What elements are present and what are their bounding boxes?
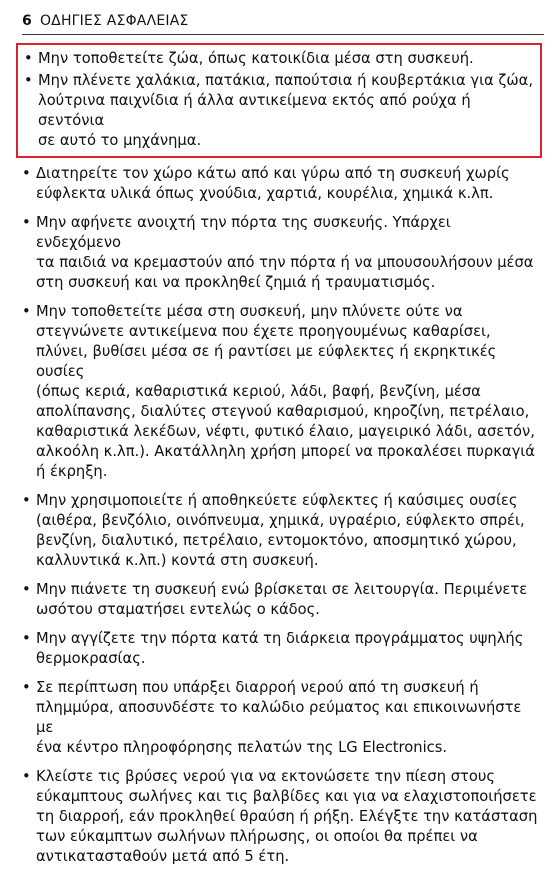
page-title: ΟΔΗΓΙΕΣ ΑΣΦΑΛΕΙΑΣ xyxy=(39,13,189,29)
list-item: • Μην τοποθετείτε μέσα στη συσκευή, μην πλύνετε ούτε να στεγνώνετε αντικείμενα που έχετε προηγουμένως καθαρίσει, πλύνει, βυθίσει μέσα σε ή ραντίσει με εύφλεκτες ή εκρηκτικές ουσίες (όπως κεριά, καθαριστικά κεριού, λάδι, βαφή, βενζίνη, μέσα απολίπανσης, διαλύτες στεγνού καθαρισμού, κηροζίνη, πετρέλαιο, καθαριστικά λεκέδων, νέφτι, φυτικό έλαιο, μαγειρικό λάδι, ασετόν, αλκοόλη κ.λπ.). Ακατάλληλη χρήση μπορεί να προκαλέσει πυρκαγιά ή έκρηξη. xyxy=(20,302,540,482)
header-divider xyxy=(22,34,544,35)
list-item: • Μην αγγίζετε την πόρτα κατά τη διάρκεια προγράμματος υψηλής θερμοκρασίας. xyxy=(20,629,540,669)
highlighted-warning-box xyxy=(16,43,542,158)
list-item: • Διατηρείτε τον χώρο κάτω από και γύρω από τη συσκευή χωρίς εύφλεκτα υλικά όπως χνούδια, χαρτιά, κουρέλια, χημικά κ.λπ. xyxy=(20,164,540,204)
list-item: • Μην πιάνετε τη συσκευή ενώ βρίσκεται σε λειτουργία. Περιμένετε ωσότου σταματήσει εντελώς ο κάδος. xyxy=(20,580,540,620)
page-number: 6 xyxy=(22,13,32,29)
page-header xyxy=(22,12,189,30)
list-item: • Μην αφήνετε ανοιχτή την πόρτα της συσκευής. Υπάρχει ενδεχόμενο τα παιδιά να κρεμαστούν από την πόρτα ή να μπουσουλήσουν μέσα στη συσκευή και να προκληθεί ζημιά ή τραυματισμός. xyxy=(20,213,540,293)
safety-instructions-list xyxy=(20,43,540,876)
list-item: • Μην τοποθετείτε ζώα, όπως κατοικίδια μέσα στη συσκευή. xyxy=(22,49,536,69)
list-item: • Κλείστε τις βρύσες νερού για να εκτονώσετε την πίεση στους εύκαμπτους σωλήνες και τις βαλβίδες και για να ελαχιστοποιήσετε τη διαρροή, εάν προκληθεί θραύση ή ρήξη. Ελέγξτε την κατάσταση των εύκαμπτων σωλήνων πλήρωσης, οι οποίοι θα πρέπει να αντικατασταθούν μετά από 5 έτη. xyxy=(20,767,540,867)
list-item: • Μην χρησιμοποιείτε ή αποθηκεύετε εύφλεκτες ή καύσιμες ουσίες (αιθέρα, βενζόλιο, οινόπνευμα, χημικά, υγραέριο, εύφλεκτο σπρέι, βενζίνη, διαλυτικό, πετρέλαιο, εντομοκτόνο, αποσμητικό χώρου, καλλυντικά κ.λπ.) κοντά στη συσκευή. xyxy=(20,491,540,571)
list-item: • Μην πλένετε χαλάκια, πατάκια, παπούτσια ή κουβερτάκια για ζώα, λούτρινα παιχνίδια ή άλλα αντικείμενα εκτός από ρούχα ή σεντόνια σε αυτό το μηχάνημα. xyxy=(22,71,536,151)
list-item: • Σε περίπτωση που υπάρξει διαρροή νερού από τη συσκευή ή πλημμύρα, αποσυνδέστε το καλώδιο ρεύματος και επικοινωνήστε με ένα κέντρο πληροφόρησης πελατών της LG Electronics. xyxy=(20,678,540,758)
